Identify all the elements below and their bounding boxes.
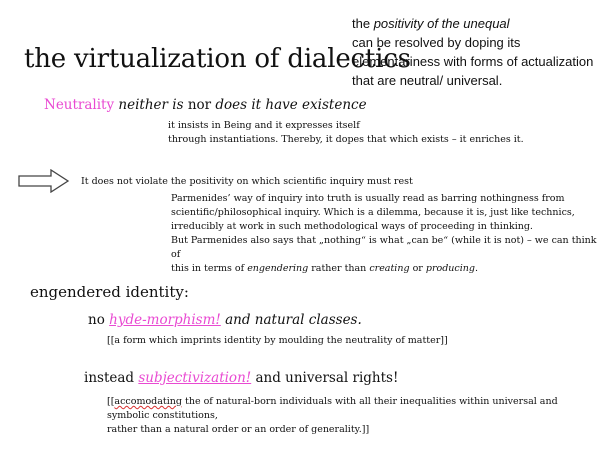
neutrality-part2: nor — [183, 97, 216, 113]
parmenides-line1: Parmenides’ way of inquiry into truth is usually read as barring nothingness from — [171, 193, 565, 204]
parmenides-paragraph — [171, 192, 601, 276]
parm-l5c: rather than — [308, 263, 370, 274]
right-note-italic: positivity of the unequal — [373, 16, 510, 31]
neutrality-line — [44, 96, 367, 114]
accommodating-note — [107, 395, 597, 437]
parm-producing: producing — [425, 263, 475, 274]
acc-line1 — [107, 395, 597, 423]
neutrality-part1: neither is — [118, 97, 184, 113]
parmenides-line2: scientific/philosophical inquiry. Which is a dilemma, because it is, just like technics, — [171, 207, 575, 218]
right-note — [352, 14, 602, 90]
instead-line — [84, 369, 398, 387]
acc-line1-rest: the of natural-born individuals with all their inequalities within universal and symbolic constitutions, — [107, 396, 558, 421]
neutrality-part3: does it have existence — [215, 97, 367, 113]
subjectivization-term: subjectivization! — [138, 370, 252, 386]
parm-creating: creating — [369, 263, 410, 274]
form-note: [[a form which imprints identity by moulding the neutrality of matter]] — [107, 335, 448, 346]
natural-classes-text: and natural classes. — [220, 312, 362, 328]
neutrality-word: Neutrality — [44, 97, 115, 113]
parm-l5e: or — [409, 263, 426, 274]
parmenides-line3: irreducibly at work in such methodological ways of proceeding in thinking. — [171, 221, 533, 232]
parmenides-line4: But Parmenides also says that „nothing“ is what „can be“ (while it is not) – we can think of — [171, 235, 597, 260]
acc-bracket: [[ — [107, 396, 115, 407]
right-arrow-icon — [18, 169, 70, 197]
parmenides-line5 — [171, 262, 601, 276]
right-note-prefix: the — [352, 16, 374, 31]
instead-word: instead — [84, 370, 139, 386]
parm-l5g: . — [474, 263, 478, 274]
violate-text: It does not violate the positivity on which scientific inquiry must rest — [81, 176, 413, 187]
no-word: no — [88, 312, 110, 328]
no-hyde-morphism-line — [88, 311, 362, 329]
acc-misspelled-word: accomodating — [114, 396, 182, 407]
acc-line2: rather than a natural order or an order of generality.]] — [107, 424, 370, 435]
parm-engendering: engendering — [247, 263, 309, 274]
insists-line2: through instantiations. Thereby, it dopes that which exists – it enriches it. — [168, 134, 524, 145]
parm-l5a: this in terms of — [171, 263, 248, 274]
insists-line1: it insists in Being and it expresses itself — [168, 120, 360, 131]
right-note-rest: can be resolved by doping its elementariness with forms of actualization that are neutral/ universal. — [352, 35, 594, 88]
insists-text — [168, 119, 524, 147]
engendered-identity-heading: engendered identity: — [30, 283, 189, 301]
universal-rights-text: and universal rights! — [251, 370, 399, 386]
page-title: the virtualization of dialectics — [24, 44, 411, 74]
hyde-morphism-term: hyde-morphism! — [109, 312, 221, 328]
